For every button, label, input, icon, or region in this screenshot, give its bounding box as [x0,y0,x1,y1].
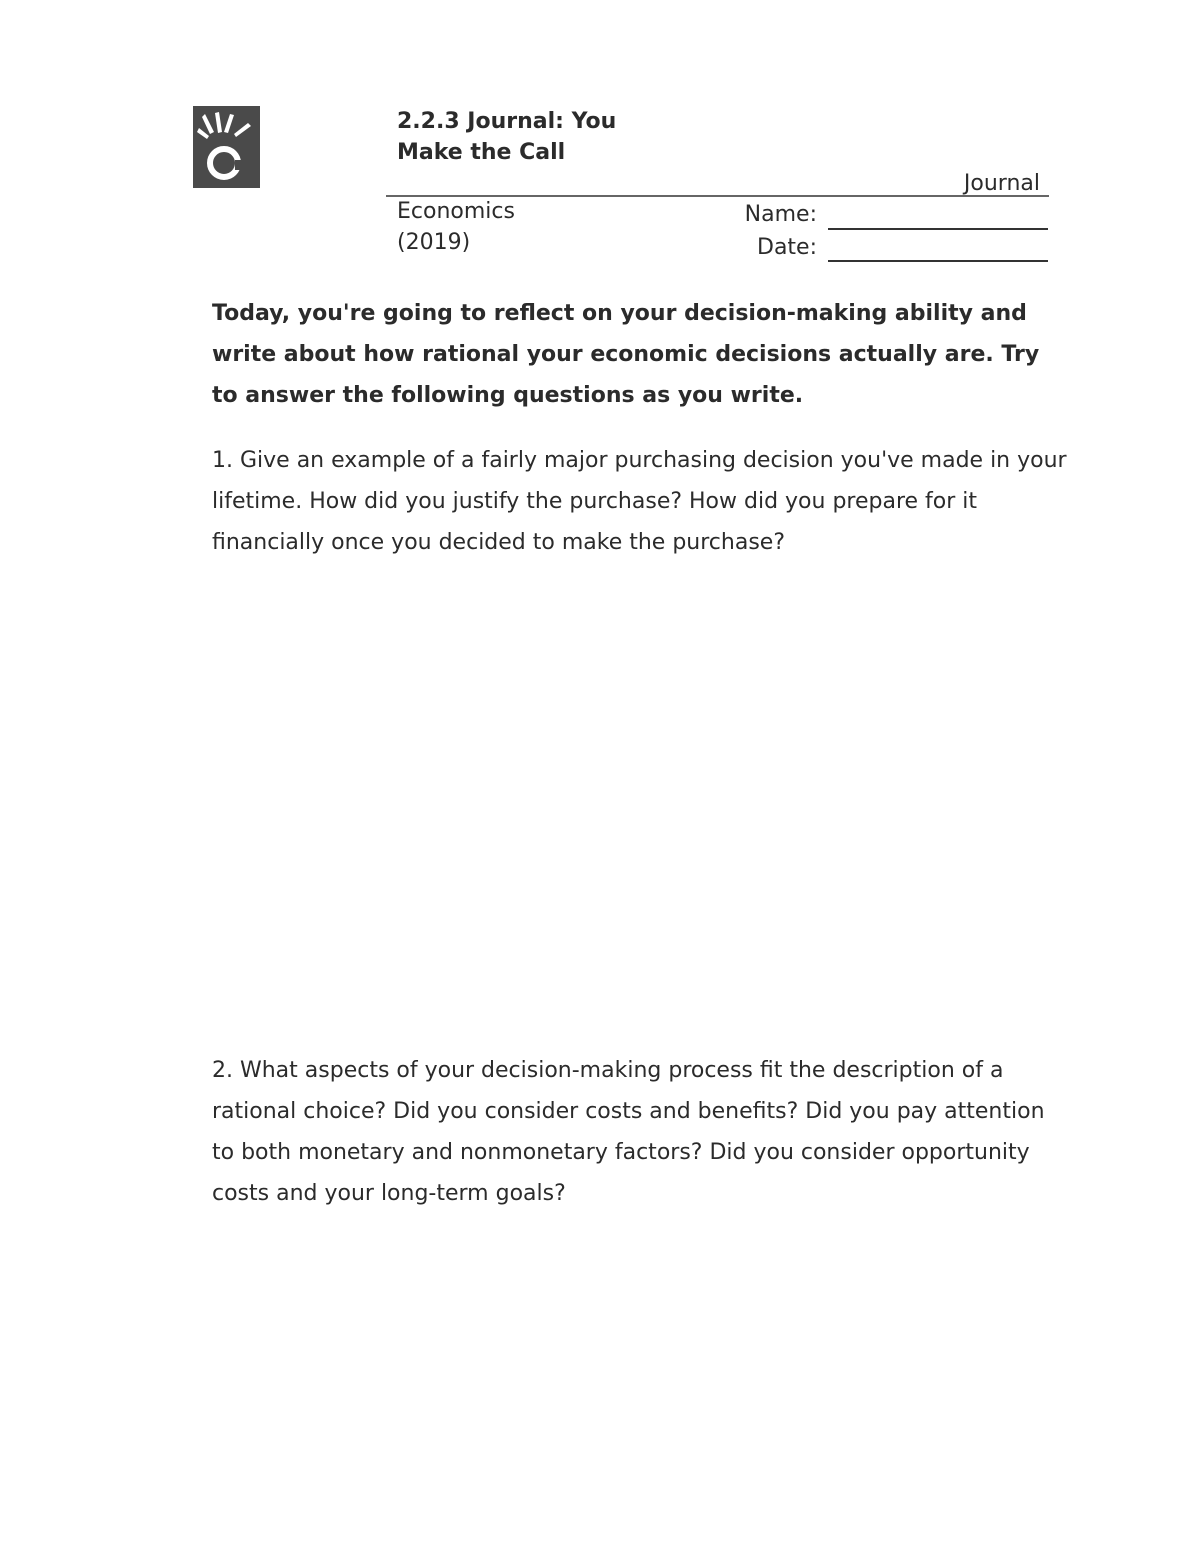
sun-logo-icon [193,106,260,188]
question-1: 1. Give an example of a fairly major purchasing decision you've made in your lifetime. How did you justify the purchase? How did you prepare for it financially once you decided to make the purchase? [212,448,1067,555]
instructions-paragraph: Today, you're going to reflect on your decision-making ability and write about how rational your economic decisions actually are. Try to answer the following questions as you write. [212,301,1040,408]
course-year: (2019) [397,230,471,255]
name-label: Name: [744,202,817,227]
date-field[interactable] [828,260,1048,262]
course-name [397,196,597,258]
question-2: 2. What aspects of your decision-making process fit the description of a rational choice? Did you consider costs and benefits? Did you pay attention to both monetary and nonmonetary factors? Did you consider opportunity costs and your long-term goals? [212,1058,1045,1206]
document-type-label: Journal [963,171,1040,196]
name-field[interactable] [828,228,1048,230]
date-label: Date: [757,235,817,260]
document-title: 2.2.3 Journal: You Make the Call [397,109,617,165]
course-subject: Economics [397,199,515,224]
